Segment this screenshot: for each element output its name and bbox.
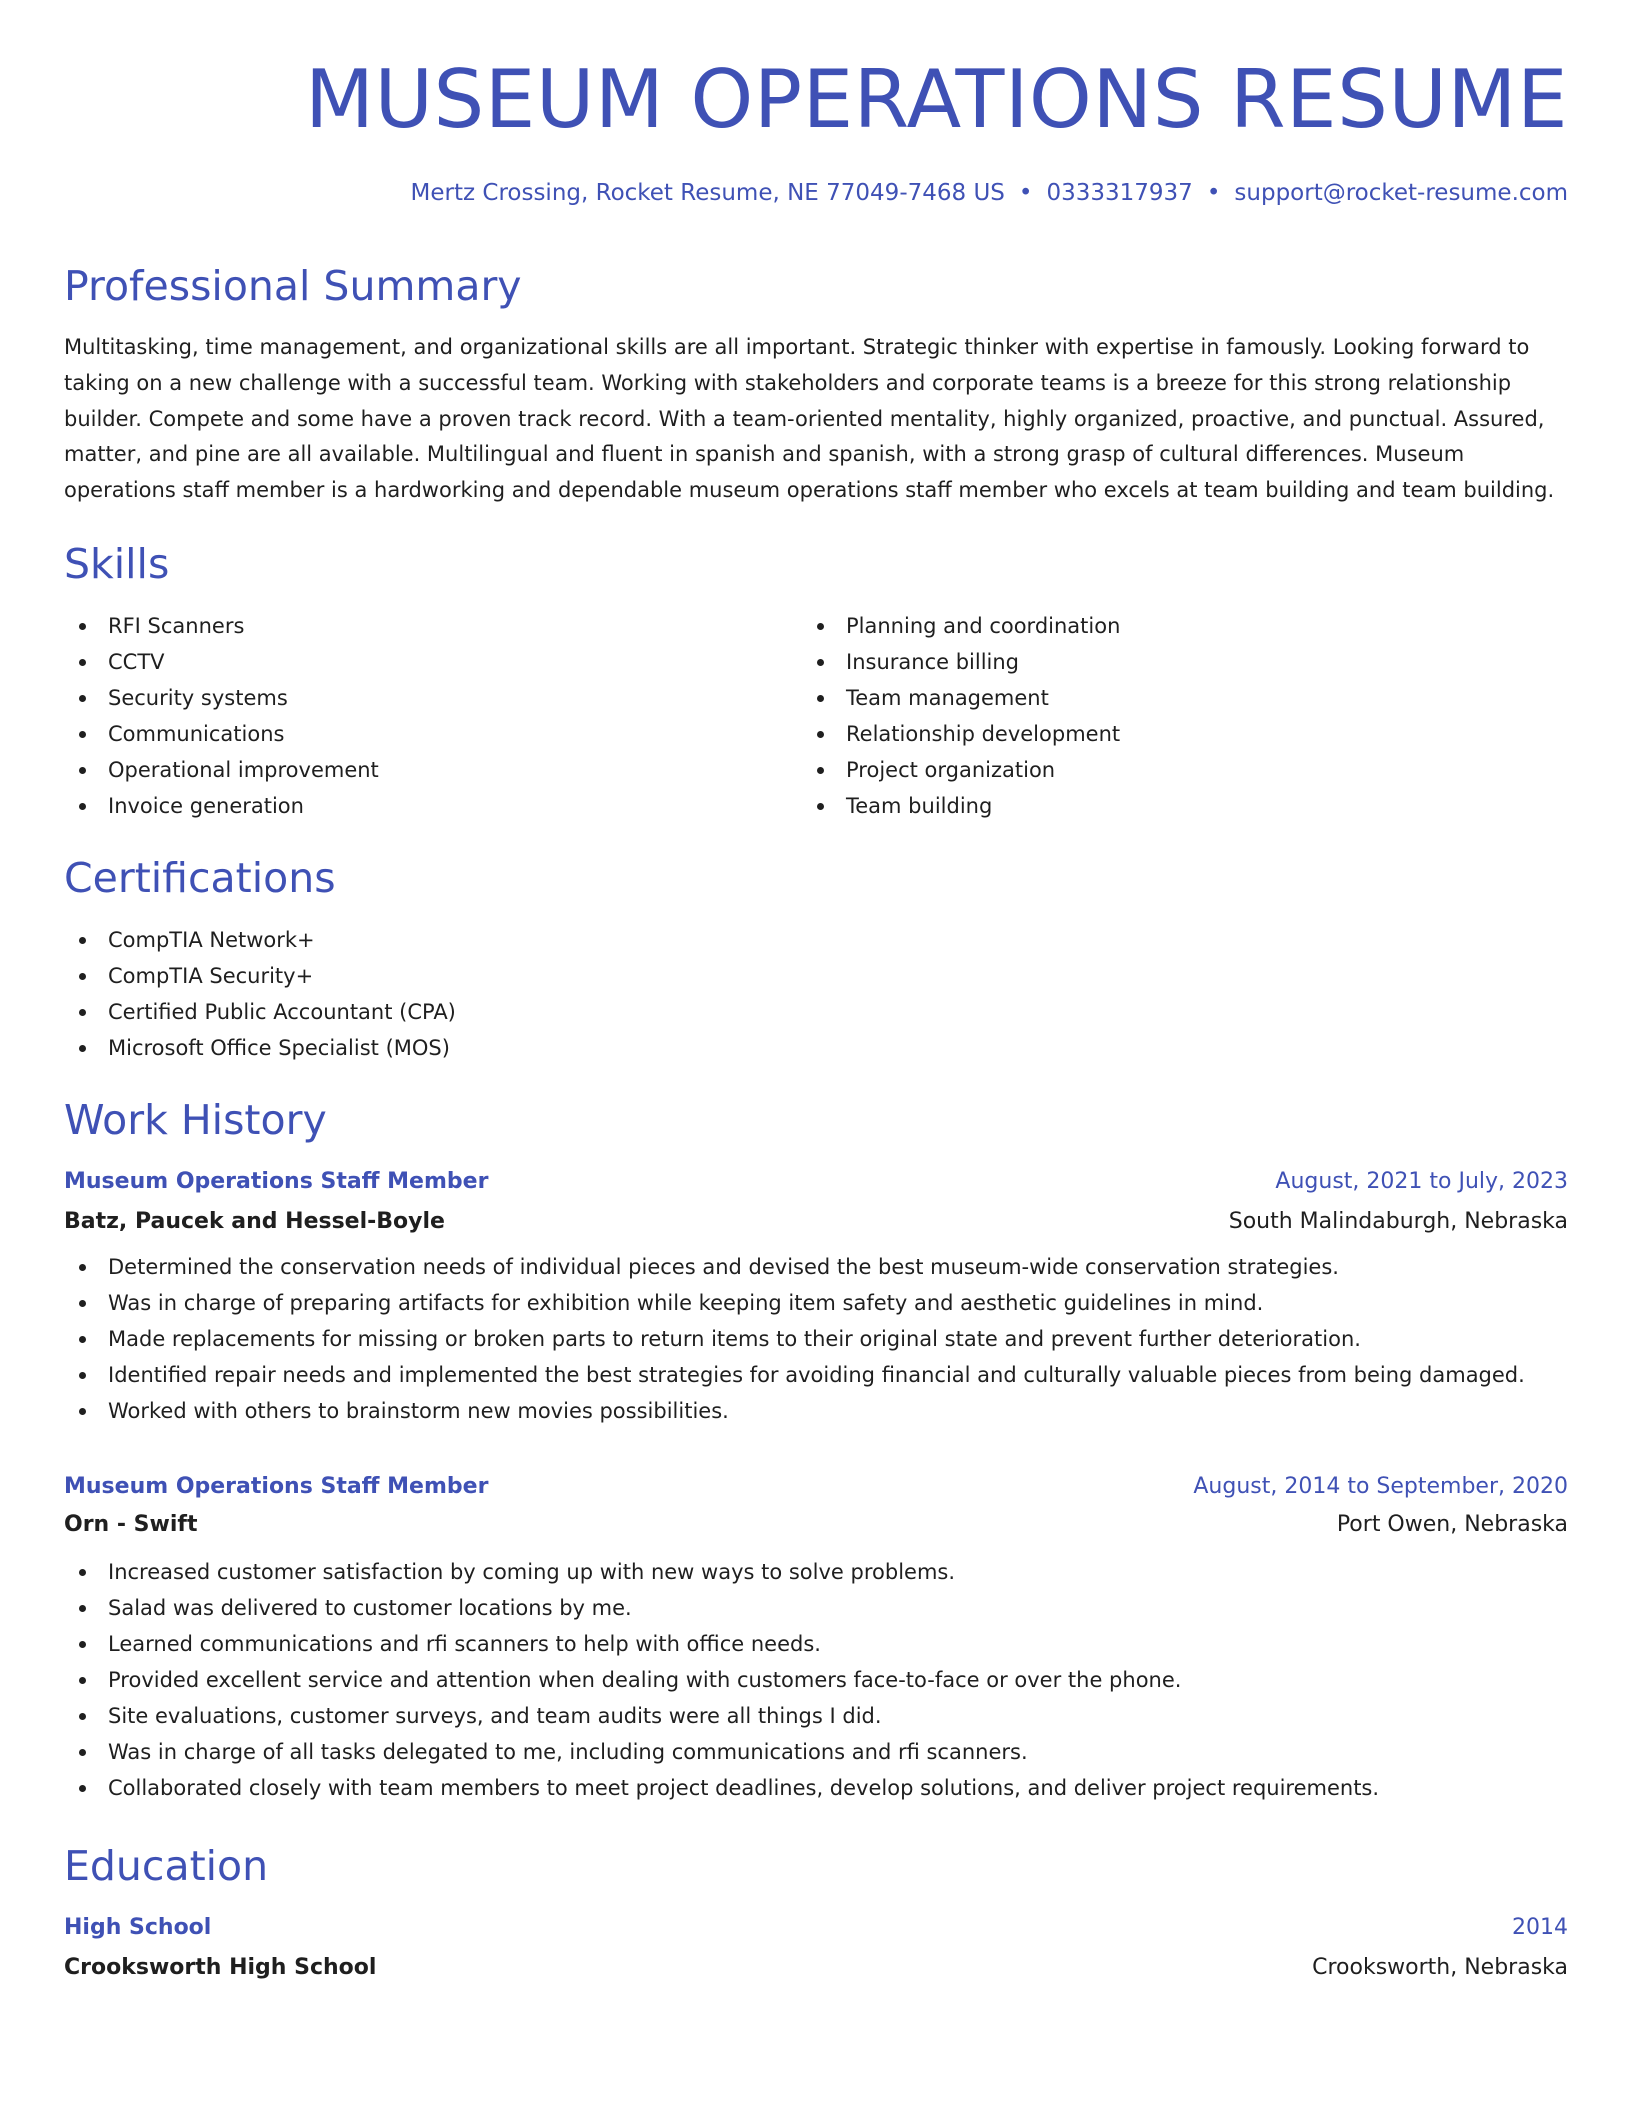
job-header-row <box>64 1472 1568 1502</box>
education-location: Crooksworth, Nebraska <box>1312 1955 1568 1980</box>
summary-heading: Professional Summary <box>64 262 522 310</box>
job-company-row <box>64 1207 1568 1237</box>
skill-item: Security systems <box>64 680 802 716</box>
job-header-row <box>64 1167 1568 1197</box>
contact-line <box>411 178 1568 208</box>
resume-title: MUSEUM OPERATIONS RESUME <box>304 53 1568 146</box>
duty-item: Provided excellent service and attention when dealing with customers face-to-face or over the phone. <box>64 1662 1568 1698</box>
skill-item: Operational improvement <box>64 752 802 788</box>
duty-item: Was in charge of preparing artifacts for exhibition while keeping item safety and aesthetic guidelines in mind. <box>64 1285 1568 1321</box>
education-school: Crooksworth High School <box>64 1955 377 1980</box>
job-company: Batz, Paucek and Hessel-Boyle <box>64 1209 445 1234</box>
certification-item: Microsoft Office Specialist (MOS) <box>64 1030 1568 1066</box>
certification-item: CompTIA Network+ <box>64 922 1568 958</box>
contact-address: Mertz Crossing, Rocket Resume, NE 77049-7468 US <box>410 180 1005 206</box>
skills-left-column <box>64 608 802 824</box>
skill-item: Team management <box>802 680 1540 716</box>
job-entry <box>64 1167 1568 1429</box>
skill-item: RFI Scanners <box>64 608 802 644</box>
job-entry <box>64 1472 1568 1806</box>
education-header-row <box>64 1913 1568 1943</box>
education-heading: Education <box>64 1842 269 1890</box>
skill-item: Communications <box>64 716 802 752</box>
job-duties <box>64 1249 1568 1429</box>
duty-item: Site evaluations, customer surveys, and team audits were all things I did. <box>64 1698 1568 1734</box>
skill-item: Project organization <box>802 752 1540 788</box>
contact-separator: • <box>1206 180 1221 206</box>
contact-email[interactable]: support@rocket-resume.com <box>1234 180 1568 206</box>
skill-item: Invoice generation <box>64 788 802 824</box>
education-entry <box>64 1913 1568 1983</box>
duty-item: Was in charge of all tasks delegated to me, including communications and rfi scanners. <box>64 1734 1568 1770</box>
duty-item: Learned communications and rfi scanners to help with office needs. <box>64 1626 1568 1662</box>
skills-list <box>64 608 1568 824</box>
skills-heading: Skills <box>64 540 170 588</box>
duty-item: Worked with others to brainstorm new movies possibilities. <box>64 1393 1568 1429</box>
job-location: South Malindaburgh, Nebraska <box>1228 1209 1568 1234</box>
duty-item: Determined the conservation needs of individual pieces and devised the best museum-wide conservation strategies. <box>64 1249 1568 1285</box>
skills-right-column <box>802 608 1540 824</box>
certification-item: CompTIA Security+ <box>64 958 1568 994</box>
job-dates: August, 2021 to July, 2023 <box>1275 1169 1568 1194</box>
contact-separator: • <box>1018 180 1033 206</box>
skill-item: Relationship development <box>802 716 1540 752</box>
skill-item: Team building <box>802 788 1540 824</box>
skill-item: CCTV <box>64 644 802 680</box>
certification-item: Certified Public Accountant (CPA) <box>64 994 1568 1030</box>
duty-item: Collaborated closely with team members to meet project deadlines, develop solutions, and deliver project requirements. <box>64 1770 1568 1806</box>
skill-item: Insurance billing <box>802 644 1540 680</box>
duty-item: Increased customer satisfaction by coming up with new ways to solve problems. <box>64 1554 1568 1590</box>
summary-text: Multitasking, time management, and organizational skills are all important. Strategic thinker with expertise in famously. Looking forward to taking on a new challenge with a successful team. Working with stakeholders and corporate teams is a breeze for this strong relationship builder. Compete and some have a proven track record. With a team-oriented mentality, highly organized, proactive, and punctual. Assured, matter, and pine are all available. Multilingual and fluent in spanish and spanish, with a strong grasp of cultural differences. Museum operations staff member is a hardworking and dependable museum operations staff member who excels at team building and team building. <box>64 335 1555 503</box>
education-year: 2014 <box>1512 1915 1568 1940</box>
certifications-list <box>64 922 1568 1066</box>
job-title: Museum Operations Staff Member <box>64 1474 489 1499</box>
certifications-heading: Certifications <box>64 854 336 902</box>
duty-item: Salad was delivered to customer locations by me. <box>64 1590 1568 1626</box>
job-dates: August, 2014 to September, 2020 <box>1193 1474 1568 1499</box>
education-school-row <box>64 1953 1568 1983</box>
job-location: Port Owen, Nebraska <box>1336 1512 1568 1537</box>
job-company-row <box>64 1510 1568 1540</box>
education-degree: High School <box>64 1915 212 1940</box>
duty-item: Identified repair needs and implemented the best strategies for avoiding financial and culturally valuable pieces from being damaged. <box>64 1357 1568 1393</box>
work-history-heading: Work History <box>64 1096 327 1144</box>
duty-item: Made replacements for missing or broken parts to return items to their original state and prevent further deterioration. <box>64 1321 1568 1357</box>
contact-phone: 0333317937 <box>1046 180 1193 206</box>
job-title: Museum Operations Staff Member <box>64 1169 489 1194</box>
job-duties <box>64 1554 1568 1806</box>
skill-item: Planning and coordination <box>802 608 1540 644</box>
job-company: Orn - Swift <box>64 1512 198 1537</box>
